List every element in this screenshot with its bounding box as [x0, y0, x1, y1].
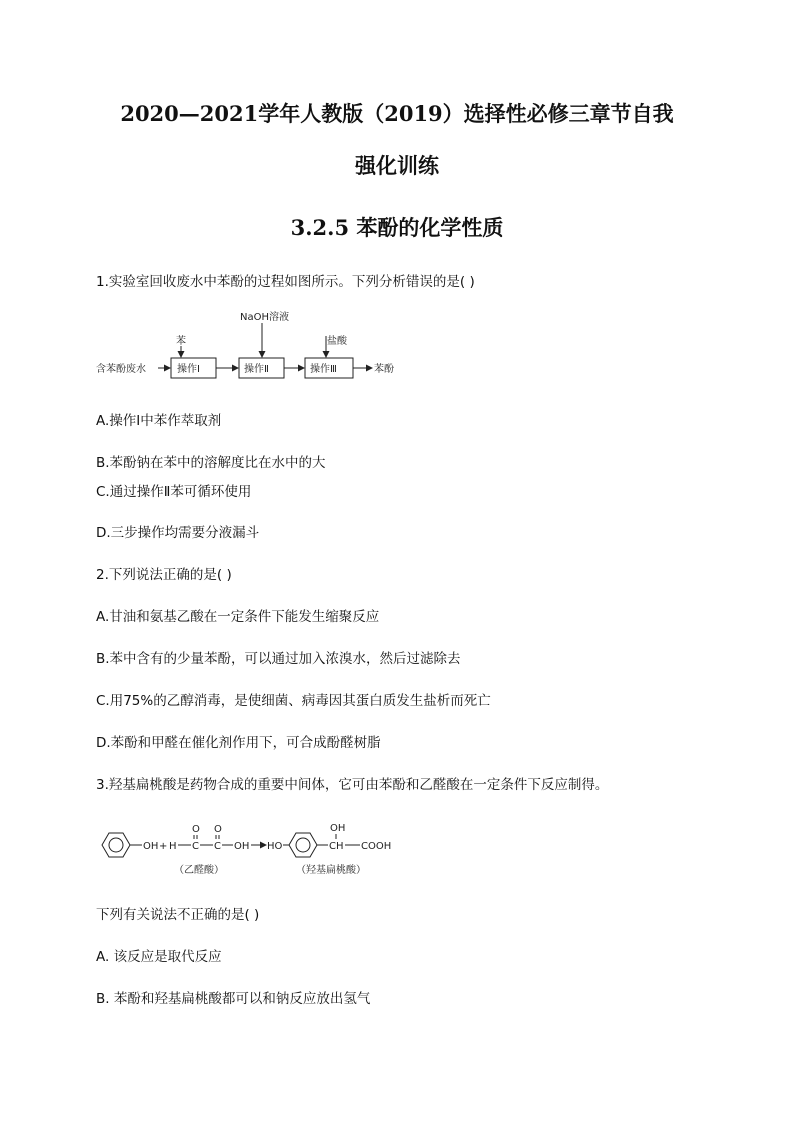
glyoxylic-o2-label: O	[214, 824, 222, 835]
process-flow-diagram	[96, 306, 406, 386]
equation-plus: +	[159, 841, 168, 852]
document-title-line-1: 2020—2021学年人教版（2019）选择性必修三章节自我	[120, 101, 674, 126]
flow-reagent-1-label: 苯	[176, 336, 186, 347]
question-2-option-b: B.苯中含有的少量苯酚，可以通过加入浓溴水，然后过滤除去	[96, 651, 461, 667]
product-cooh-label: COOH	[361, 841, 392, 852]
phenol-oh-label: OH	[143, 841, 159, 852]
question-1-option-d: D.三步操作均需要分液漏斗	[96, 525, 260, 541]
flow-reagent-3-label: 盐酸	[327, 336, 347, 347]
question-3-option-a: A. 该反应是取代反应	[96, 949, 222, 965]
glyoxylic-acid-caption: （乙醛酸）	[174, 865, 224, 876]
product-oh-top-label: OH	[330, 823, 346, 834]
product-benzene-ring	[289, 833, 317, 857]
question-2-option-a: A.甘油和氨基乙酸在一定条件下能发生缩聚反应	[96, 609, 380, 625]
question-3-option-b: B. 苯酚和羟基扁桃酸都可以和钠反应放出氢气	[96, 991, 371, 1007]
phenol-aromatic-circle	[109, 838, 123, 852]
flow-output-label: 苯酚	[374, 364, 394, 375]
hydroxymandelic-acid-caption: （羟基扁桃酸）	[296, 865, 366, 876]
glyoxylic-c1-label: C	[192, 841, 199, 852]
question-2-option-d: D.苯酚和甲醛在催化剂作用下，可合成酚醛树脂	[96, 735, 381, 751]
question-1-option-b: B.苯酚钠在苯中的溶解度比在水中的大	[96, 455, 326, 471]
product-ch-label: CH	[329, 841, 344, 852]
question-1-stem: 1.实验室回收废水中苯酚的过程如图所示。下列分析错误的是( )	[96, 274, 475, 290]
glyoxylic-c2-label: C	[214, 841, 221, 852]
reaction-equation	[96, 812, 406, 880]
question-3-prompt: 下列有关说法不正确的是( )	[96, 907, 260, 923]
flow-input-label: 含苯酚废水	[96, 364, 146, 375]
question-2-option-c: C.用75%的乙醇消毒，是使细菌、病毒因其蛋白质发生盐析而死亡	[96, 693, 491, 709]
glyoxylic-o1-label: O	[192, 824, 200, 835]
glyoxylic-oh-label: OH	[234, 841, 250, 852]
flow-op3-label: 操作Ⅲ	[310, 364, 337, 375]
question-1-option-a: A.操作Ⅰ中苯作萃取剂	[96, 413, 222, 429]
phenol-benzene-ring	[102, 833, 130, 857]
product-ho-label: HO	[267, 841, 283, 852]
question-1-option-c: C.通过操作Ⅱ苯可循环使用	[96, 484, 252, 500]
product-aromatic-circle	[296, 838, 310, 852]
question-2-stem: 2.下列说法正确的是( )	[96, 567, 232, 583]
flow-op2-label: 操作Ⅱ	[244, 364, 269, 375]
flow-reagent-2-label: NaOH溶液	[240, 312, 289, 323]
section-heading: 3.2.5 苯酚的化学性质	[290, 215, 504, 240]
question-3-stem: 3.羟基扁桃酸是药物合成的重要中间体，它可由苯酚和乙醛酸在一定条件下反应制得。	[96, 777, 609, 793]
glyoxylic-h-label: H	[169, 841, 177, 852]
document-title-line-2: 强化训练	[355, 153, 439, 178]
flow-op1-label: 操作Ⅰ	[177, 364, 200, 375]
